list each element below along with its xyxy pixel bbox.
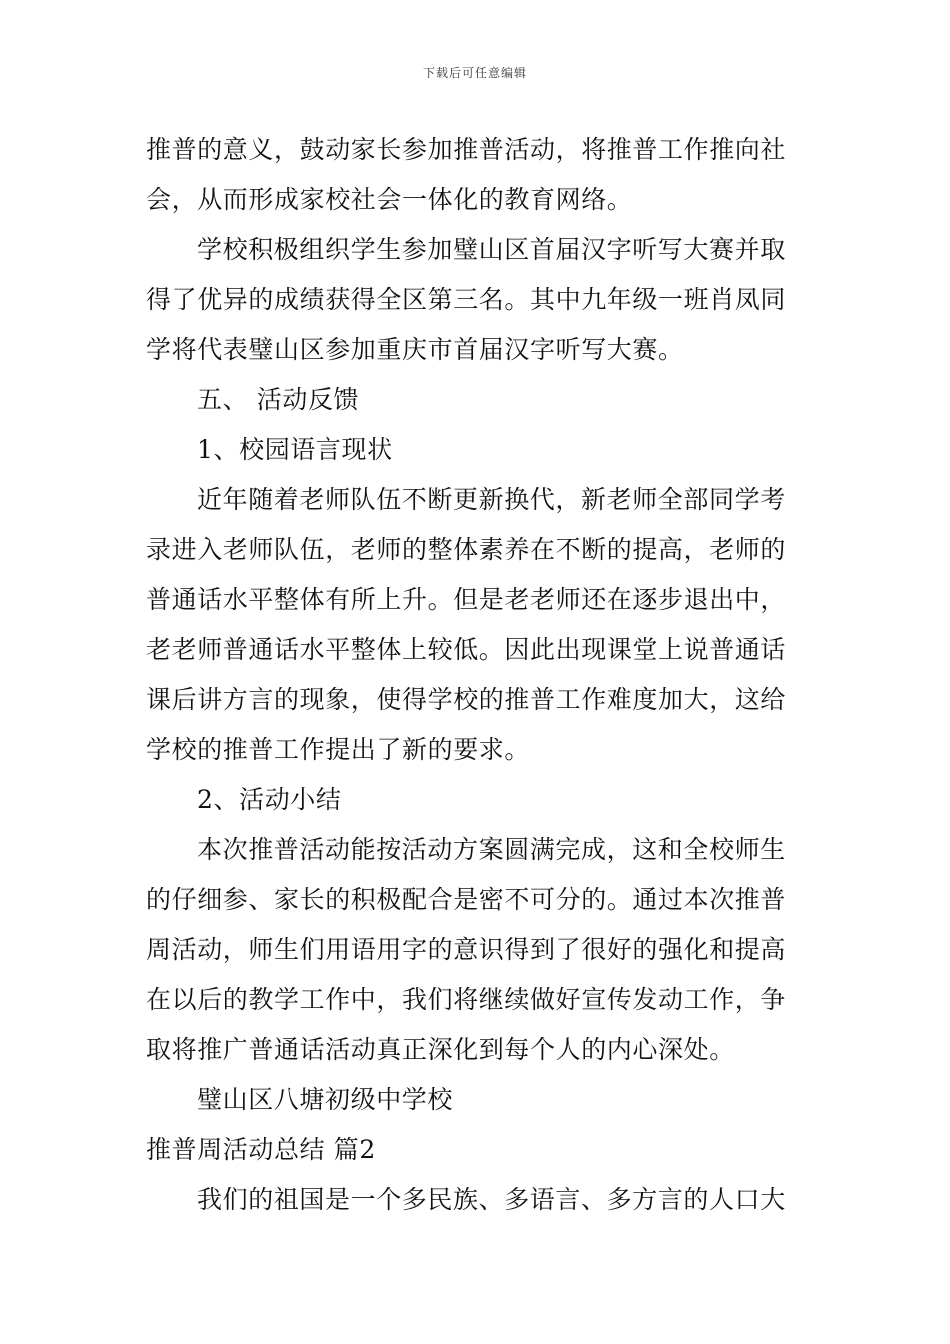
text-line: 取将推广普通话活动真正深化到每个人的内心深处。: [146, 1035, 735, 1064]
text-line: 会，从而形成家校社会一体化的教育网络。: [146, 185, 633, 214]
text-line: 本次推普活动能按活动方案圆满完成，这和全校师生: [197, 835, 786, 864]
text-line: 学校的推普工作提出了新的要求。: [146, 735, 531, 764]
subsection-heading: 2、活动小结: [197, 785, 342, 814]
text-line: 课后讲方言的现象，使得学校的推普工作难度加大，这给: [146, 685, 787, 714]
text-line: 录进入老师队伍，老师的整体素养在不断的提高，老师的: [146, 535, 787, 564]
text-line: 近年随着老师队伍不断更新换代，新老师全部同学考: [197, 485, 786, 514]
text-line: 周活动，师生们用语用字的意识得到了很好的强化和提高: [146, 935, 787, 964]
text-line: 普通话水平整体有所上升。但是老老师还在逐步退出中，: [146, 585, 787, 614]
text-line: 在以后的教学工作中，我们将继续做好宣传发动工作，争: [146, 985, 787, 1014]
text-line: 学将代表璧山区参加重庆市首届汉字听写大赛。: [146, 335, 684, 364]
header-note: 下载后可任意编辑: [422, 66, 527, 80]
document-body: [146, 125, 808, 1225]
text-line: 得了优异的成绩获得全区第三名。其中九年级一班肖凤同: [146, 285, 787, 314]
section-heading: 五、 活动反馈: [197, 385, 360, 414]
text-line: 老老师普通话水平整体上较低。因此出现课堂上说普通话: [146, 635, 787, 664]
text-line: 推普的意义，鼓动家长参加推普活动，将推普工作推向社: [146, 135, 787, 164]
signature-line: 璧山区八塘初级中学校: [197, 1085, 454, 1114]
text-line: 的仔细参、家长的积极配合是密不可分的。通过本次推普: [146, 885, 787, 914]
text-line: 我们的祖国是一个多民族、多语言、多方言的人口大: [197, 1185, 786, 1214]
text-line: 学校积极组织学生参加璧山区首届汉字听写大赛并取: [197, 235, 786, 264]
subsection-heading: 1、校园语言现状: [197, 435, 393, 464]
article-title: 推普周活动总结 篇2: [146, 1135, 376, 1164]
